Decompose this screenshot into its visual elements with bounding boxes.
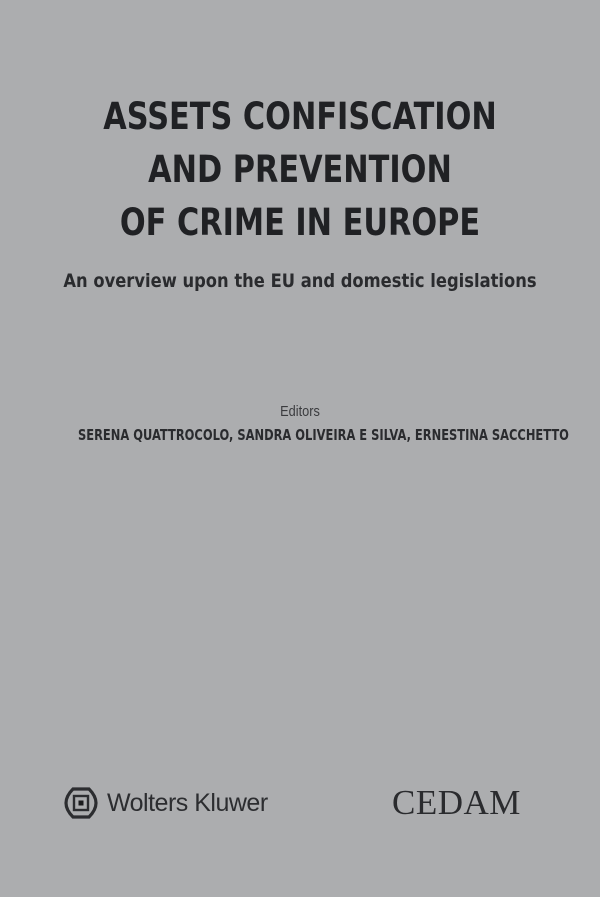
wolters-kluwer-logo <box>64 786 268 820</box>
title-line-1: ASSETS CONFISCATION <box>103 95 497 138</box>
wolters-kluwer-logo-icon <box>64 786 98 820</box>
title-line-2: AND PREVENTION <box>148 148 452 191</box>
book-subtitle: An overview upon the EU and domestic legislations <box>63 270 537 292</box>
editors-label: Editors <box>280 403 320 420</box>
title-line-3: OF CRIME IN EUROPE <box>119 201 481 244</box>
cedam-logo: CEDAM <box>392 783 521 822</box>
wolters-kluwer-name: Wolters Kluwer <box>107 788 268 817</box>
editors-names: SERENA QUATTROCOLO, SANDRA OLIVEIRA E SILVA, ERNESTINA SACCHETTO <box>78 426 569 444</box>
book-title <box>54 90 546 249</box>
